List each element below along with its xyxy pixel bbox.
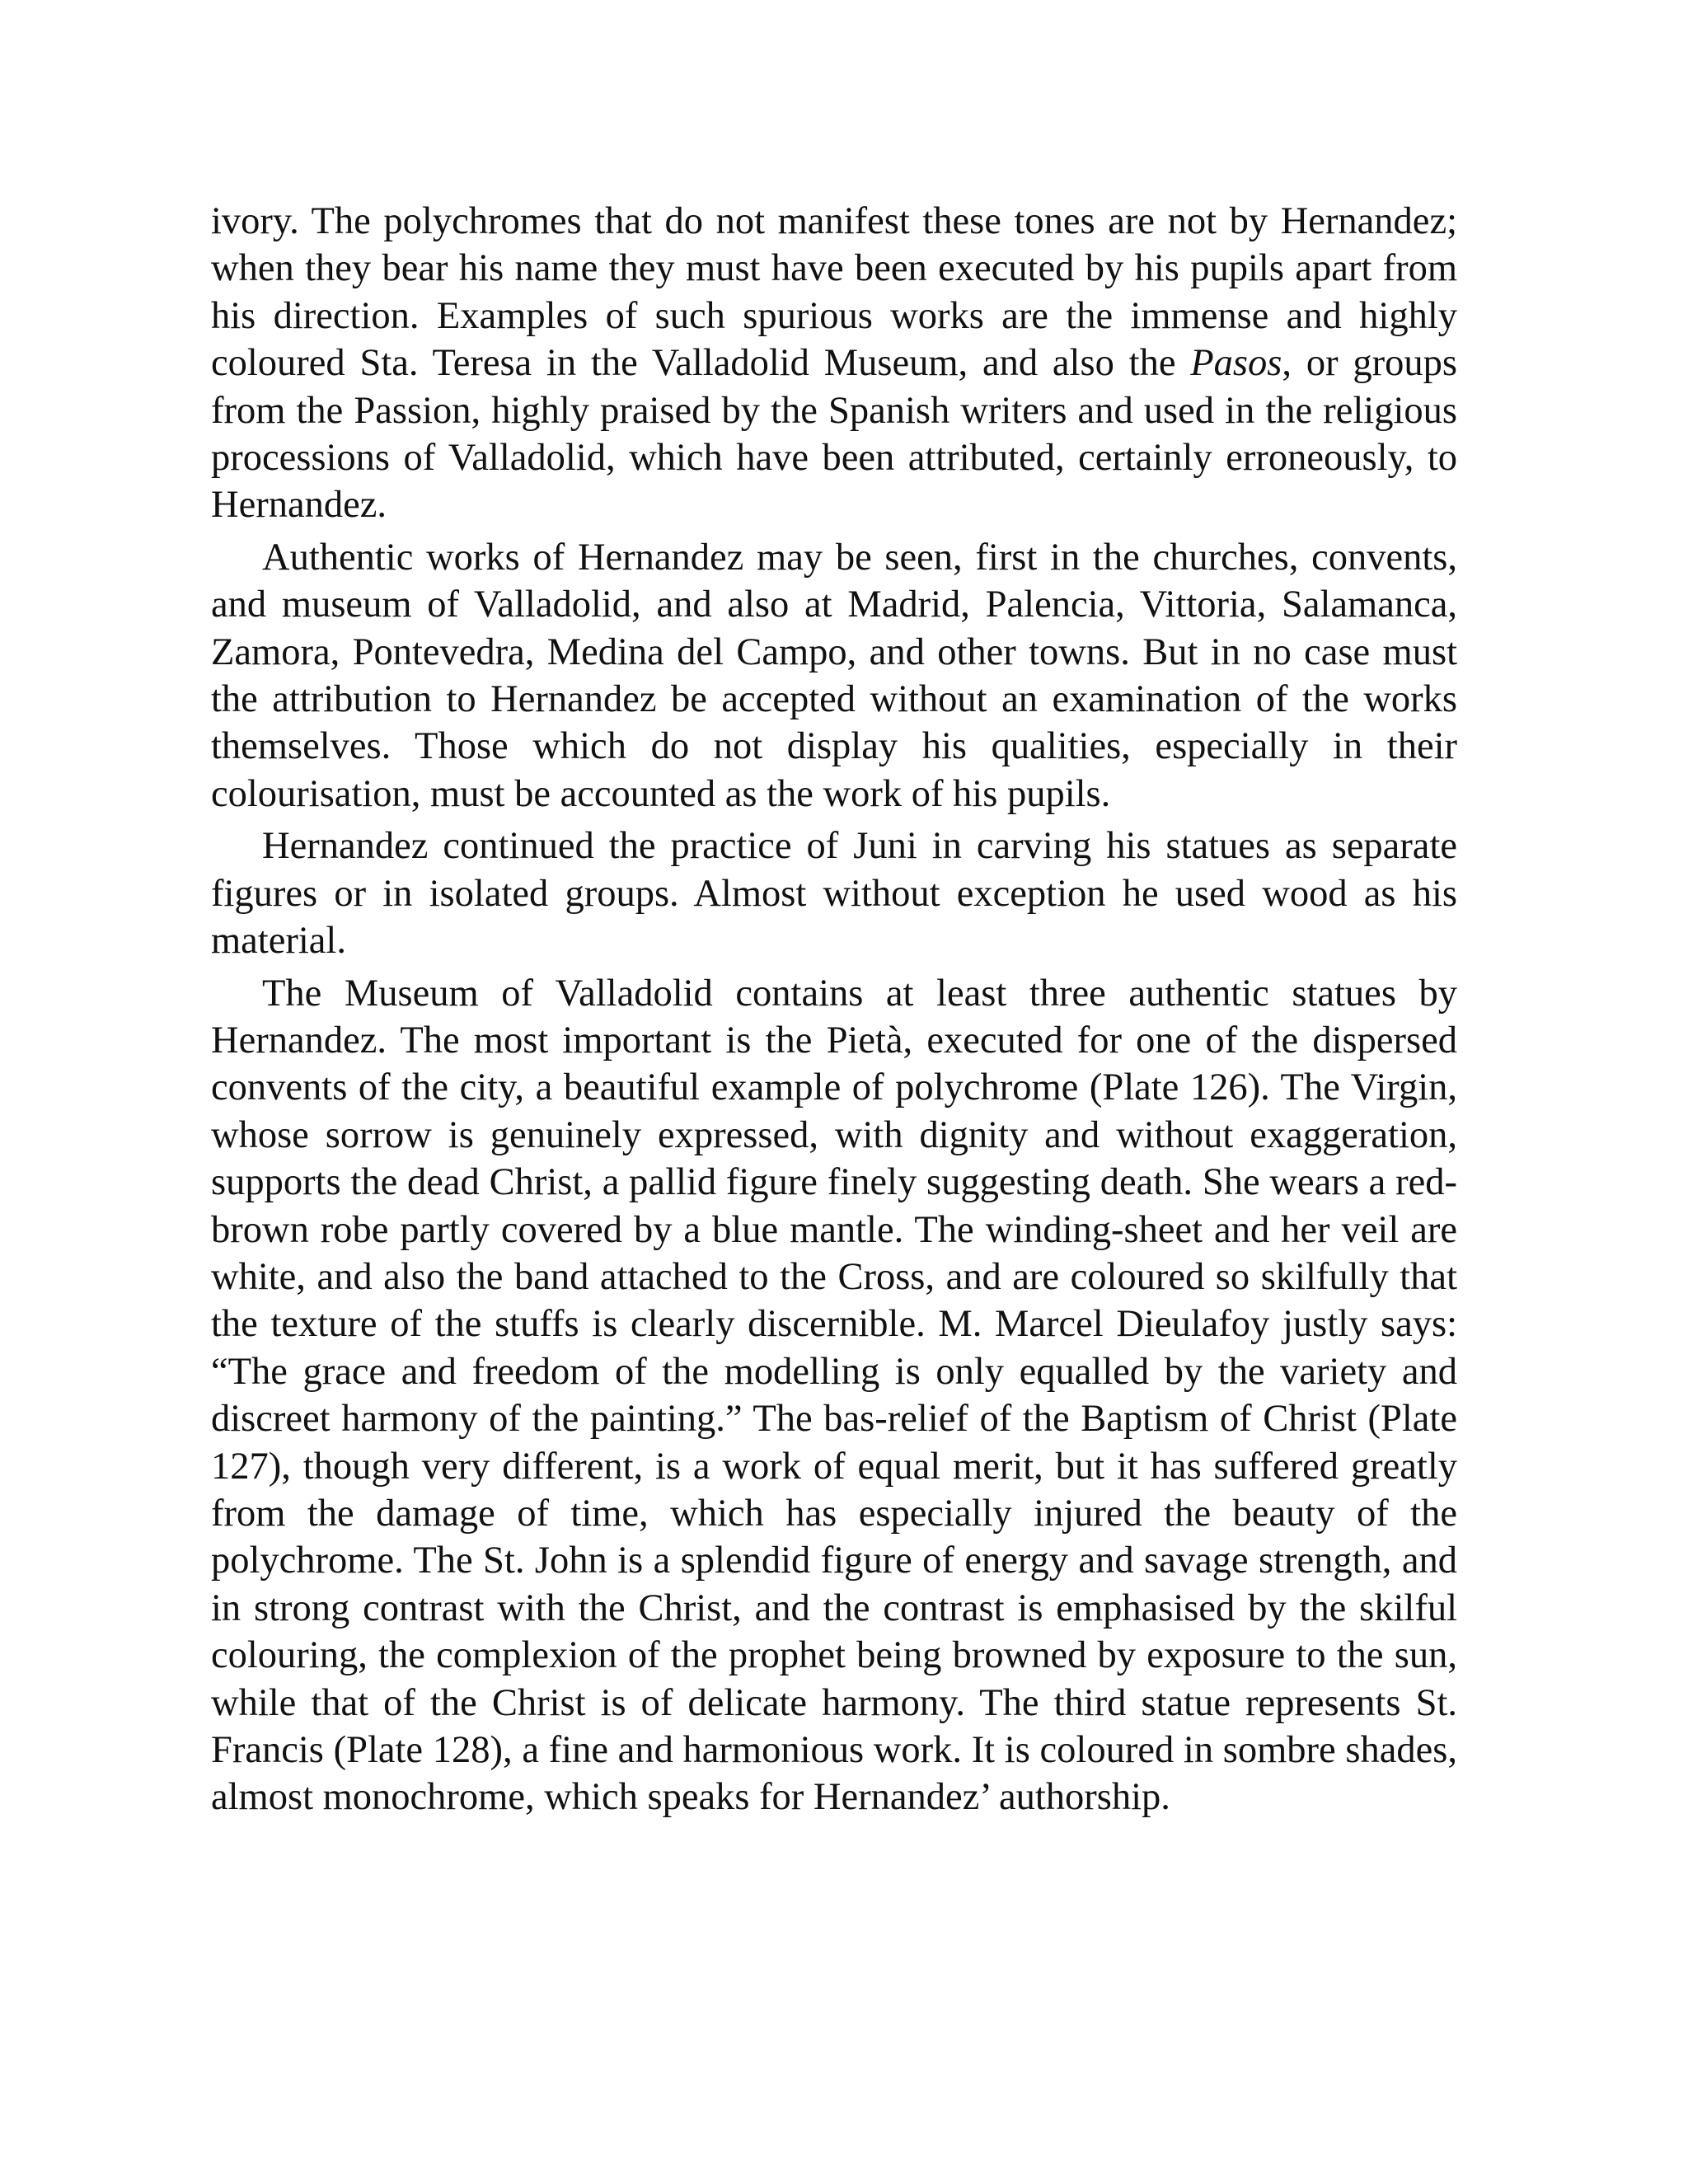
paragraph-1-italic-pasos: Pasos <box>1190 342 1282 385</box>
paragraph-1 <box>211 198 1457 529</box>
paragraph-3 <box>211 823 1457 964</box>
paragraph-3-text: Hernandez continued the practice of Juni in carving his statues as separate figures or in isolated groups. Almost without exception he used wood as his material. <box>211 825 1457 963</box>
paragraph-2-text: Authentic works of Hernandez may be seen, first in the churches, convents, and museum of Valladolid, and also at Madrid, Palencia, Vittoria, Salamanca, Zamora, Pontevedra, Medina del Campo, and other towns. But in no case must the attribution to Hernandez be accepted without an examination of the works themselves. Those which do not display his qualities, especially in their colourisation, must be accounted as the work of his pupils. <box>211 536 1457 815</box>
paragraph-4-text: The Museum of Valladolid contains at least three authentic statues by Hernandez. The most important is the Pietà, executed for one of the dispersed convents of the city, a beautiful example of polychrome (Plate 126). The Virgin, whose sorrow is genuinely expressed, with dignity and without exaggeration, supports the dead Christ, a pallid figure finely suggesting death. She wears a red-brown robe partly covered by a blue mantle. The winding-sheet and her veil are white, and also the band attached to the Cross, and are coloured so skilfully that the texture of the stuffs is clearly discernible. M. Marcel Dieulafoy justly says: “The grace and freedom of the modelling is only equalled by the variety and discreet harmony of the painting.” The bas-relief of the Baptism of Christ (Plate 127), though very different, is a work of equal merit, but it has suffered greatly from the damage of time, which has especially injured the beauty of the polychrome. The St. John is a splendid figure of energy and savage strength, and in strong contrast with the Christ, and the contrast is emphasised by the skilful colouring, the complexion of the prophet being browned by exposure to the sun, while that of the Christ is of delicate harmony. The third statue represents St. Francis (Plate 128), a fine and harmonious work. It is coloured in sombre shades, almost monochrome, which speaks for Hernandez’ authorship. <box>211 972 1457 1819</box>
paragraph-1-text-b: , or groups from the Passion, highly praised by the Spanish writers and used in the religious processions of Valladolid, which have been attributed, certainly erroneously, to Hernandez. <box>211 342 1457 527</box>
paragraph-1-text-a: ivory. The polychromes that do not manifest these tones are not by Hernandez; when they bear his name they must have been executed by his pupils apart from his direction. Examples of such spurious works are the immense and highly coloured Sta. Teresa in the Valladolid Museum, and also the <box>211 200 1457 385</box>
paragraph-2 <box>211 534 1457 818</box>
page-body <box>211 198 1457 1826</box>
paragraph-4 <box>211 970 1457 1821</box>
